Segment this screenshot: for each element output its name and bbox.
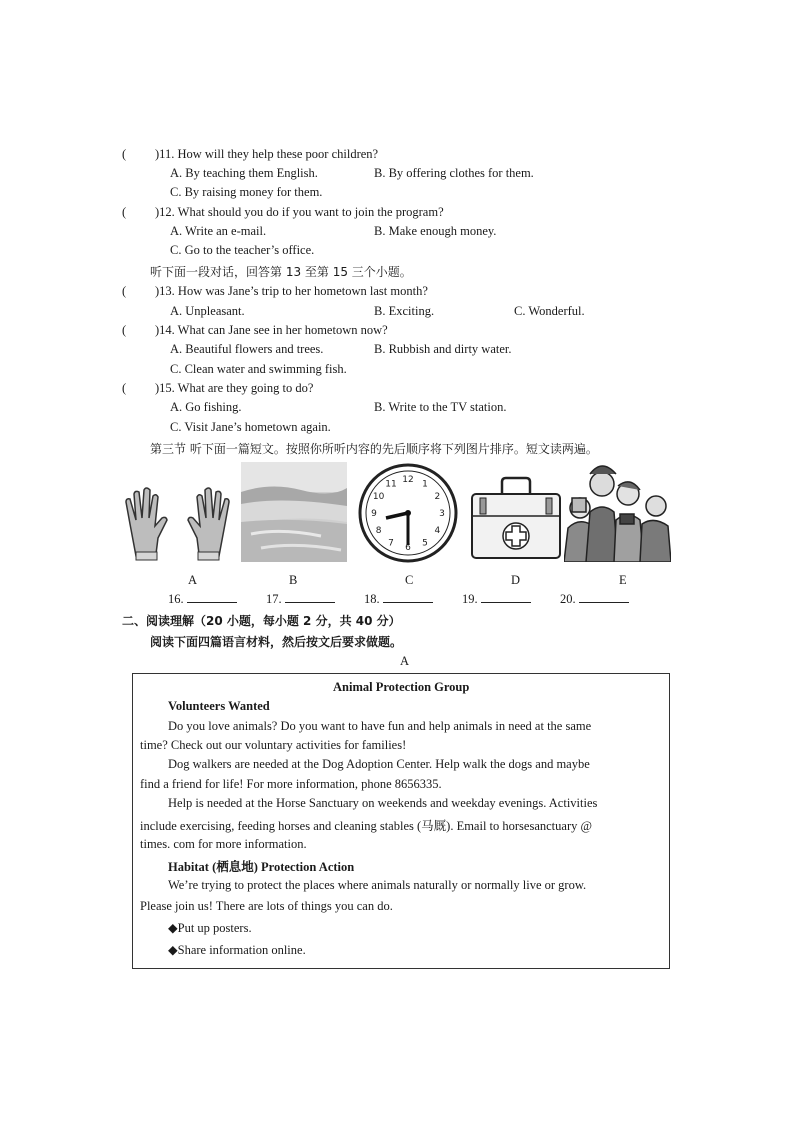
q13-option-a: A. Unpleasant. <box>170 304 245 318</box>
answer-blank-16[interactable] <box>168 592 237 607</box>
gloves-icon <box>120 484 235 564</box>
picture-letter: A <box>188 573 198 587</box>
passage-line: times. com for more information. <box>140 837 307 851</box>
passage-title: Animal Protection Group <box>333 680 470 694</box>
blank-number: 17. <box>266 592 282 606</box>
section3-instruction: 第三节 听下面一篇短文。按照你所听内容的先后顺序将下列图片排序。短文读两遍。 <box>150 442 598 456</box>
clock-numeral: 7 <box>388 538 394 549</box>
passage-line: Help is needed at the Horse Sanctuary on weekends and weekday evenings. Activities <box>168 796 598 810</box>
q11-stem: )11. How will they help these poor children? <box>155 147 379 161</box>
q13-option-b: B. Exciting. <box>374 304 435 318</box>
bullet-item: ◆Share information online. <box>168 943 306 957</box>
clock-numeral: 3 <box>439 509 445 519</box>
clock-numeral: 11 <box>385 479 397 490</box>
picture-letter: E <box>619 573 627 587</box>
clock-numeral: 4 <box>434 526 441 536</box>
q11-option-c: C. By raising money for them. <box>170 185 323 199</box>
clock-numeral: 5 <box>422 538 428 549</box>
blank-number: 19. <box>462 592 478 606</box>
passage-line: We’re trying to protect the places where animals naturally or normally live or grow. <box>168 878 587 892</box>
q14-option-b: B. Rubbish and dirty water. <box>374 342 512 356</box>
passage-line: Dog walkers are needed at the Dog Adoption Center. Help walk the dogs and maybe <box>168 757 590 771</box>
dialog-instruction: 听下面一段对话，回答第 13 至第 15 三个小题。 <box>150 265 412 279</box>
q15-option-a: A. Go fishing. <box>170 400 242 414</box>
answer-paren[interactable]: ( <box>122 381 127 395</box>
picture-letter: C <box>405 573 414 587</box>
q15-option-b: B. Write to the TV station. <box>374 400 507 414</box>
picture-letter: D <box>511 573 521 587</box>
part2-title: 二、阅读理解（20 小题，每小题 2 分，共 40 分） <box>122 614 401 628</box>
crowd-of-people-icon <box>564 462 671 562</box>
blank-number: 18. <box>364 592 380 606</box>
clock-numeral: 12 <box>402 475 414 485</box>
picture-letter: B <box>289 573 298 587</box>
q13-stem: )13. How was Jane’s trip to her hometown last month? <box>155 284 428 298</box>
sea-landscape-icon <box>241 462 347 562</box>
blank-number: 16. <box>168 592 184 606</box>
passage-line: include exercising, feeding horses and cleaning stables (马厩). Email to horsesanctuary @ <box>140 819 592 833</box>
passage-line: find a friend for life! For more information, phone 8656335. <box>140 777 442 791</box>
clock-numeral: 10 <box>372 492 385 502</box>
passage-letter: A <box>400 654 410 668</box>
clock-numeral: 2 <box>434 492 441 502</box>
q12-option-b: B. Make enough money. <box>374 224 497 238</box>
answer-blank-19[interactable] <box>462 592 531 607</box>
clock-numeral: 9 <box>371 509 377 519</box>
answer-paren[interactable]: ( <box>122 205 127 219</box>
subheading-habitat: Habitat (栖息地) Protection Action <box>168 860 355 874</box>
clock-icon <box>358 463 458 563</box>
answer-blank-18[interactable] <box>364 592 433 607</box>
bullet-item: ◆Put up posters. <box>168 921 252 935</box>
blank-number: 20. <box>560 592 576 606</box>
first-aid-kit-icon <box>470 476 562 562</box>
clock-numeral: 6 <box>405 543 411 553</box>
q12-stem: )12. What should you do if you want to join the program? <box>155 205 444 219</box>
q15-option-c: C. Visit Jane’s hometown again. <box>170 420 331 434</box>
q14-option-a: A. Beautiful flowers and trees. <box>170 342 324 356</box>
q11-option-a: A. By teaching them English. <box>170 166 318 180</box>
subheading-volunteers: Volunteers Wanted <box>168 699 270 713</box>
q12-option-c: C. Go to the teacher’s office. <box>170 243 315 257</box>
q12-option-a: A. Write an e-mail. <box>170 224 267 238</box>
passage-line: time? Check out our voluntary activities for families! <box>140 738 407 752</box>
clock-numeral: 1 <box>422 479 428 490</box>
passage-line: Please join us! There are lots of things you can do. <box>140 899 393 913</box>
clock-numeral: 8 <box>375 526 382 536</box>
answer-paren[interactable]: ( <box>122 323 127 337</box>
q14-option-c: C. Clean water and swimming fish. <box>170 362 347 376</box>
answer-blank-17[interactable] <box>266 592 335 607</box>
part2-instruction: 阅读下面四篇语言材料，然后按文后要求做题。 <box>150 635 403 649</box>
q13-option-c: C. Wonderful. <box>514 304 585 318</box>
q15-stem: )15. What are they going to do? <box>155 381 314 395</box>
q11-option-b: B. By offering clothes for them. <box>374 166 534 180</box>
answer-paren[interactable]: ( <box>122 284 127 298</box>
passage-line: Do you love animals? Do you want to have fun and help animals in need at the same <box>168 719 592 733</box>
answer-paren[interactable]: ( <box>122 147 127 161</box>
answer-blank-20[interactable] <box>560 592 629 607</box>
q14-stem: )14. What can Jane see in her hometown now? <box>155 323 388 337</box>
